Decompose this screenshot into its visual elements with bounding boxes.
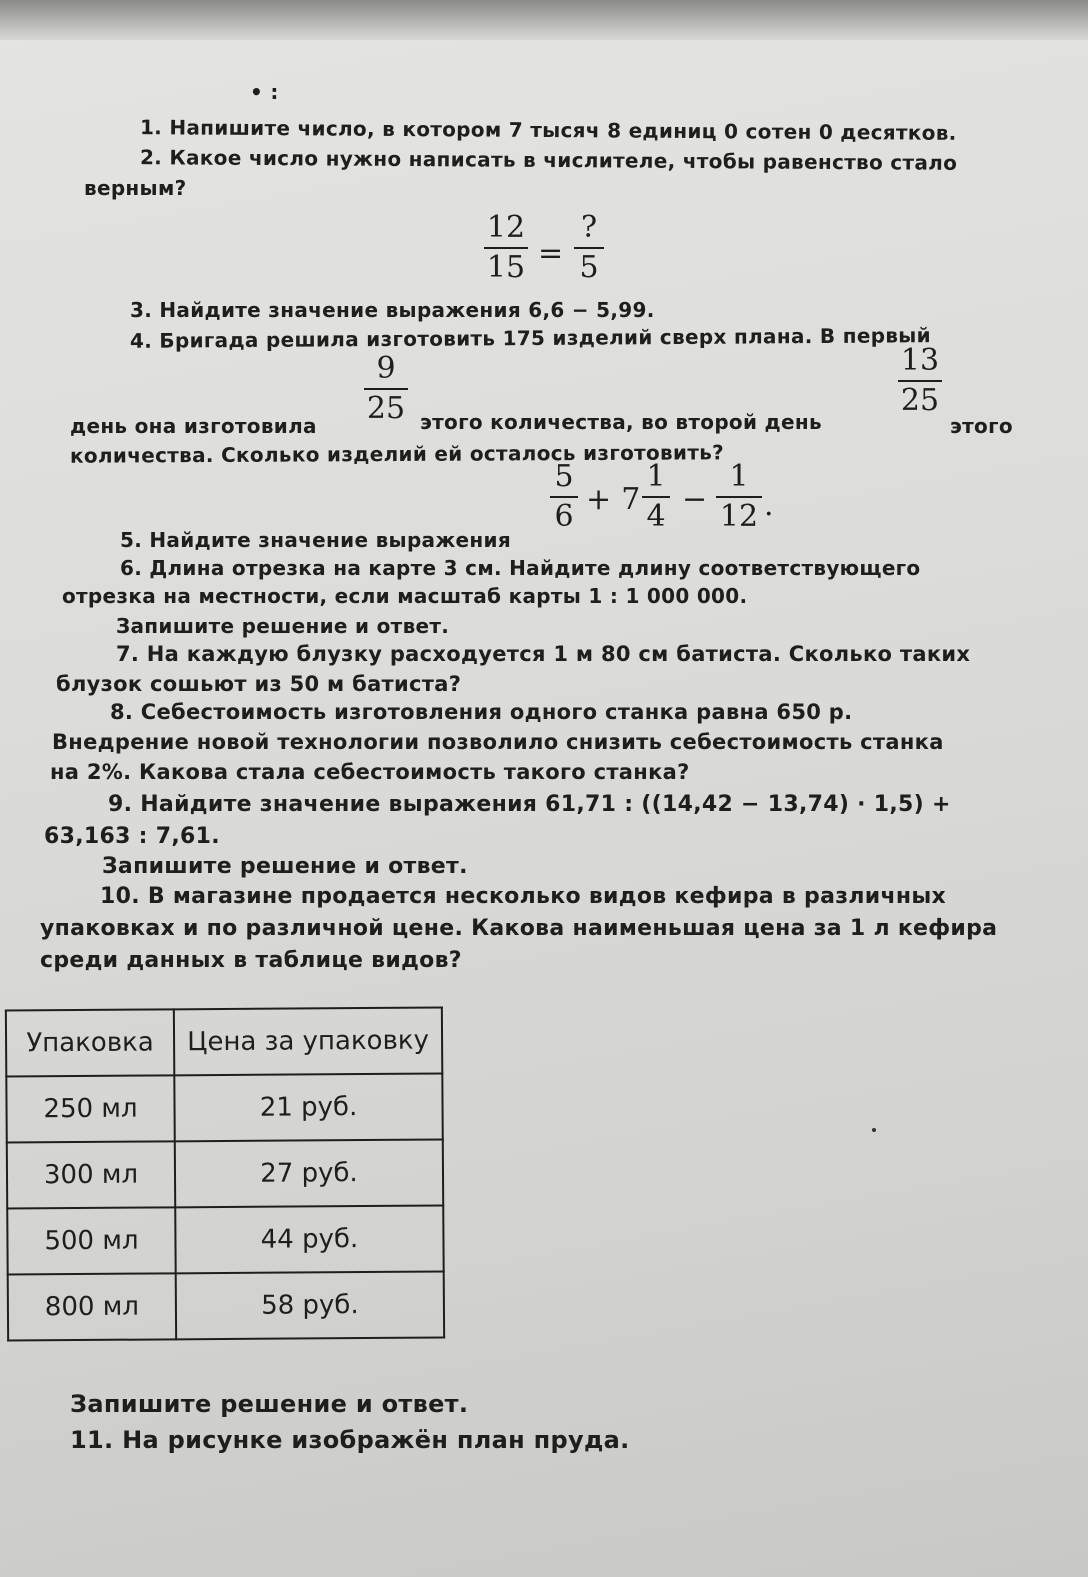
q5-fraction-1-denominator: 6	[554, 499, 574, 534]
q5-plus-whole: + 7	[586, 482, 641, 517]
question-7-line-1: 7. На каждую блузку расходуется 1 м 80 см батиста. Сколько таких	[116, 642, 971, 666]
q4-fraction-second-day-numerator: 13	[900, 343, 940, 378]
table-row	[6, 1073, 442, 1142]
q4-fraction-first-day-denominator: 25	[366, 391, 406, 426]
q5-fraction-1-numerator: 5	[554, 459, 574, 494]
q5-fraction-2	[642, 459, 670, 534]
page-top-shadow	[0, 0, 1088, 40]
q2-fraction-right-denominator: 5	[579, 250, 599, 285]
paper-speck	[872, 1128, 876, 1132]
question-5-text: 5. Найдите значение выражения	[120, 528, 511, 552]
after-table-instruction: Запишите решение и ответ.	[70, 1390, 469, 1418]
question-11: 11. На рисунке изображён план пруда.	[70, 1426, 630, 1454]
q5-fraction-2-numerator: 1	[646, 459, 666, 494]
question-9-line-1: 9. Найдите значение выражения 61,71 : ((14,42 − 13,74) · 1,5) +	[108, 792, 951, 817]
question-4-line-1: 4. Бригада решила изготовить 175 изделий сверх плана. В первый	[129, 323, 932, 353]
question-8-line-3: на 2%. Какова стала себестоимость такого станка?	[50, 760, 690, 784]
top-mark: • :	[250, 80, 279, 104]
question-2-line-2: верным?	[84, 176, 187, 200]
table-header-row	[6, 1007, 442, 1076]
cell-price: 21 руб.	[174, 1073, 442, 1141]
question-9-line-2: 63,163 : 7,61.	[44, 824, 220, 849]
q5-minus: −	[682, 482, 708, 517]
fraction-bar	[574, 247, 604, 249]
q5-period: .	[764, 488, 774, 523]
q2-equals-sign: =	[538, 236, 564, 271]
question-8-line-1: 8. Себестоимость изготовления одного станка равна 650 р.	[110, 700, 853, 724]
question-4-line-2-part-c: этого	[950, 414, 1013, 438]
question-9-line-3: Запишите решение и ответ.	[102, 854, 468, 879]
fraction-bar	[642, 496, 670, 498]
cell-package: 500 мл	[7, 1207, 175, 1274]
cell-package: 800 мл	[8, 1273, 176, 1340]
fraction-bar	[550, 496, 578, 498]
header-price: Цена за упаковку	[174, 1007, 442, 1075]
q5-fraction-3	[716, 459, 762, 534]
q4-fraction-first-day-numerator: 9	[376, 351, 396, 386]
fraction-bar	[364, 388, 408, 390]
table-row	[7, 1139, 443, 1208]
q5-fraction-3-denominator: 12	[719, 499, 759, 534]
cell-price: 44 руб.	[175, 1205, 443, 1273]
question-8-line-2: Внедрение новой технологии позволило снизить себестоимость станка	[52, 730, 944, 754]
question-4-line-3: количества. Сколько изделий ей осталось изготовить?	[69, 440, 725, 468]
question-10-line-2: упаковках и по различной цене. Какова наименьшая цена за 1 л кефира	[40, 916, 998, 941]
table-row	[8, 1271, 444, 1340]
kefir-price-table	[5, 1006, 445, 1341]
question-10-line-1: 10. В магазине продается несколько видов кефира в различных	[100, 884, 947, 909]
fraction-bar	[716, 496, 762, 498]
table-row	[7, 1205, 443, 1274]
question-4-line-2-part-b: этого количества, во второй день	[420, 410, 822, 434]
cell-package: 300 мл	[7, 1141, 175, 1208]
question-4-line-2-part-a: день она изготовила	[70, 414, 317, 438]
cell-price: 58 руб.	[176, 1271, 444, 1339]
q5-fraction-2-denominator: 4	[646, 499, 666, 534]
q5-fraction-3-numerator: 1	[729, 459, 749, 494]
fraction-bar	[898, 380, 942, 382]
cell-package: 250 мл	[6, 1075, 174, 1142]
question-7-line-2: блузок сошьют из 50 м батиста?	[56, 672, 462, 696]
question-2-line-1: 2. Какое число нужно написать в числителе, чтобы равенство стало	[139, 145, 958, 175]
fraction-bar	[484, 247, 528, 249]
question-1: 1. Напишите число, в котором 7 тысяч 8 единиц 0 сотен 0 десятков.	[139, 115, 957, 145]
q2-fraction-right	[574, 210, 604, 285]
header-package: Упаковка	[6, 1009, 174, 1076]
q2-fraction-left-numerator: 12	[486, 210, 526, 245]
q5-fraction-1	[550, 459, 578, 534]
question-6-line-3: Запишите решение и ответ.	[116, 614, 450, 638]
question-10-line-3: среди данных в таблице видов?	[40, 948, 462, 973]
question-6-line-1: 6. Длина отрезка на карте 3 см. Найдите длину соответствующего	[120, 556, 921, 580]
q4-fraction-second-day-denominator: 25	[900, 383, 940, 418]
q4-fraction-first-day	[364, 351, 408, 426]
cell-price: 27 руб.	[175, 1139, 443, 1207]
question-6-line-2: отрезка на местности, если масштаб карты 1 : 1 000 000.	[62, 584, 748, 608]
q4-fraction-second-day	[898, 343, 942, 418]
q2-fraction-right-numerator: ?	[580, 210, 598, 245]
q2-fraction-left	[484, 210, 528, 285]
q2-fraction-left-denominator: 15	[486, 250, 526, 285]
question-3: 3. Найдите значение выражения 6,6 − 5,99.	[130, 298, 655, 322]
